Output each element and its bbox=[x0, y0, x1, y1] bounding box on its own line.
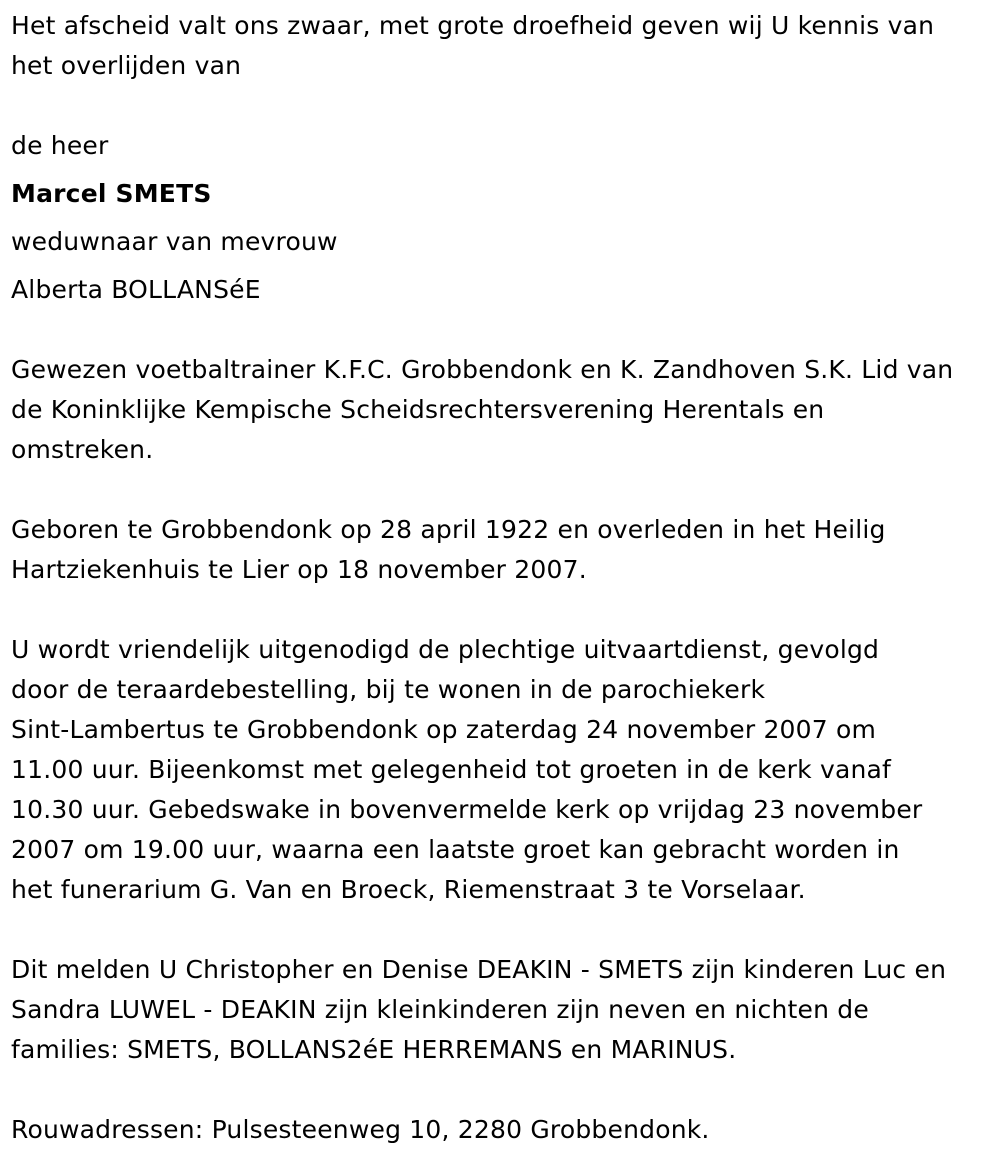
spacer bbox=[11, 86, 990, 126]
service-line: Sint-Lambertus te Grobbendonk op zaterdag 24 november 2007 om bbox=[11, 715, 877, 744]
widower-of: weduwnaar van mevrouw bbox=[11, 227, 338, 256]
spacer bbox=[11, 310, 990, 350]
birth-death-line: Geboren te Grobbendonk op 28 april 1922 en overleden in het Heilig bbox=[11, 515, 886, 544]
family-line: Sandra LUWEL - DEAKIN zijn kleinkinderen zijn neven en nichten de bbox=[11, 995, 869, 1024]
intro-line: Het afscheid valt ons zwaar, met grote droefheid geven wij U kennis van bbox=[11, 11, 935, 40]
service-line: 11.00 uur. Bijeenkomst met gelegenheid tot groeten in de kerk vanaf bbox=[11, 755, 892, 784]
service-line: door de teraardebestelling, bij te wonen in de parochiekerk bbox=[11, 675, 766, 704]
spacer bbox=[11, 166, 990, 174]
family-line: Dit melden U Christopher en Denise DEAKIN - SMETS zijn kinderen Luc en bbox=[11, 955, 947, 984]
family-line: families: SMETS, BOLLANS2éE HERREMANS en MARINUS. bbox=[11, 1035, 737, 1064]
deceased-name: Marcel SMETS bbox=[11, 179, 212, 208]
spacer bbox=[11, 470, 990, 510]
service-line: 10.30 uur. Gebedswake in bovenvermelde kerk op vrijdag 23 november bbox=[11, 795, 923, 824]
intro-paragraph bbox=[11, 0, 990, 86]
spouse-name: Alberta BOLLANSéE bbox=[11, 275, 261, 304]
spacer bbox=[11, 910, 990, 950]
career-line: de Koninklijke Kempische Scheidsrechtersverening Herentals en bbox=[11, 395, 825, 424]
service-line: het funerarium G. Van en Broeck, Riemenstraat 3 te Vorselaar. bbox=[11, 875, 806, 904]
career-line: Gewezen voetbaltrainer K.F.C. Grobbendonk en K. Zandhoven S.K. Lid van bbox=[11, 355, 954, 384]
service-line: U wordt vriendelijk uitgenodigd de plechtige uitvaartdienst, gevolgd bbox=[11, 635, 880, 664]
spacer bbox=[11, 1070, 990, 1110]
spacer bbox=[11, 590, 990, 630]
salutation: de heer bbox=[11, 131, 109, 160]
service-line: 2007 om 19.00 uur, waarna een laatste groet kan gebracht worden in bbox=[11, 835, 900, 864]
mourning-address: Rouwadressen: Pulsesteenweg 10, 2280 Grobbendonk. bbox=[11, 1115, 710, 1144]
career-line: omstreken. bbox=[11, 435, 154, 464]
family-paragraph bbox=[11, 950, 990, 1070]
intro-line: het overlijden van bbox=[11, 51, 242, 80]
spacer bbox=[11, 262, 990, 270]
birth-death-line: Hartziekenhuis te Lier op 18 november 2007. bbox=[11, 555, 587, 584]
career-paragraph bbox=[11, 350, 990, 470]
birth-death-paragraph bbox=[11, 510, 990, 590]
service-paragraph bbox=[11, 630, 990, 910]
spacer bbox=[11, 214, 990, 222]
